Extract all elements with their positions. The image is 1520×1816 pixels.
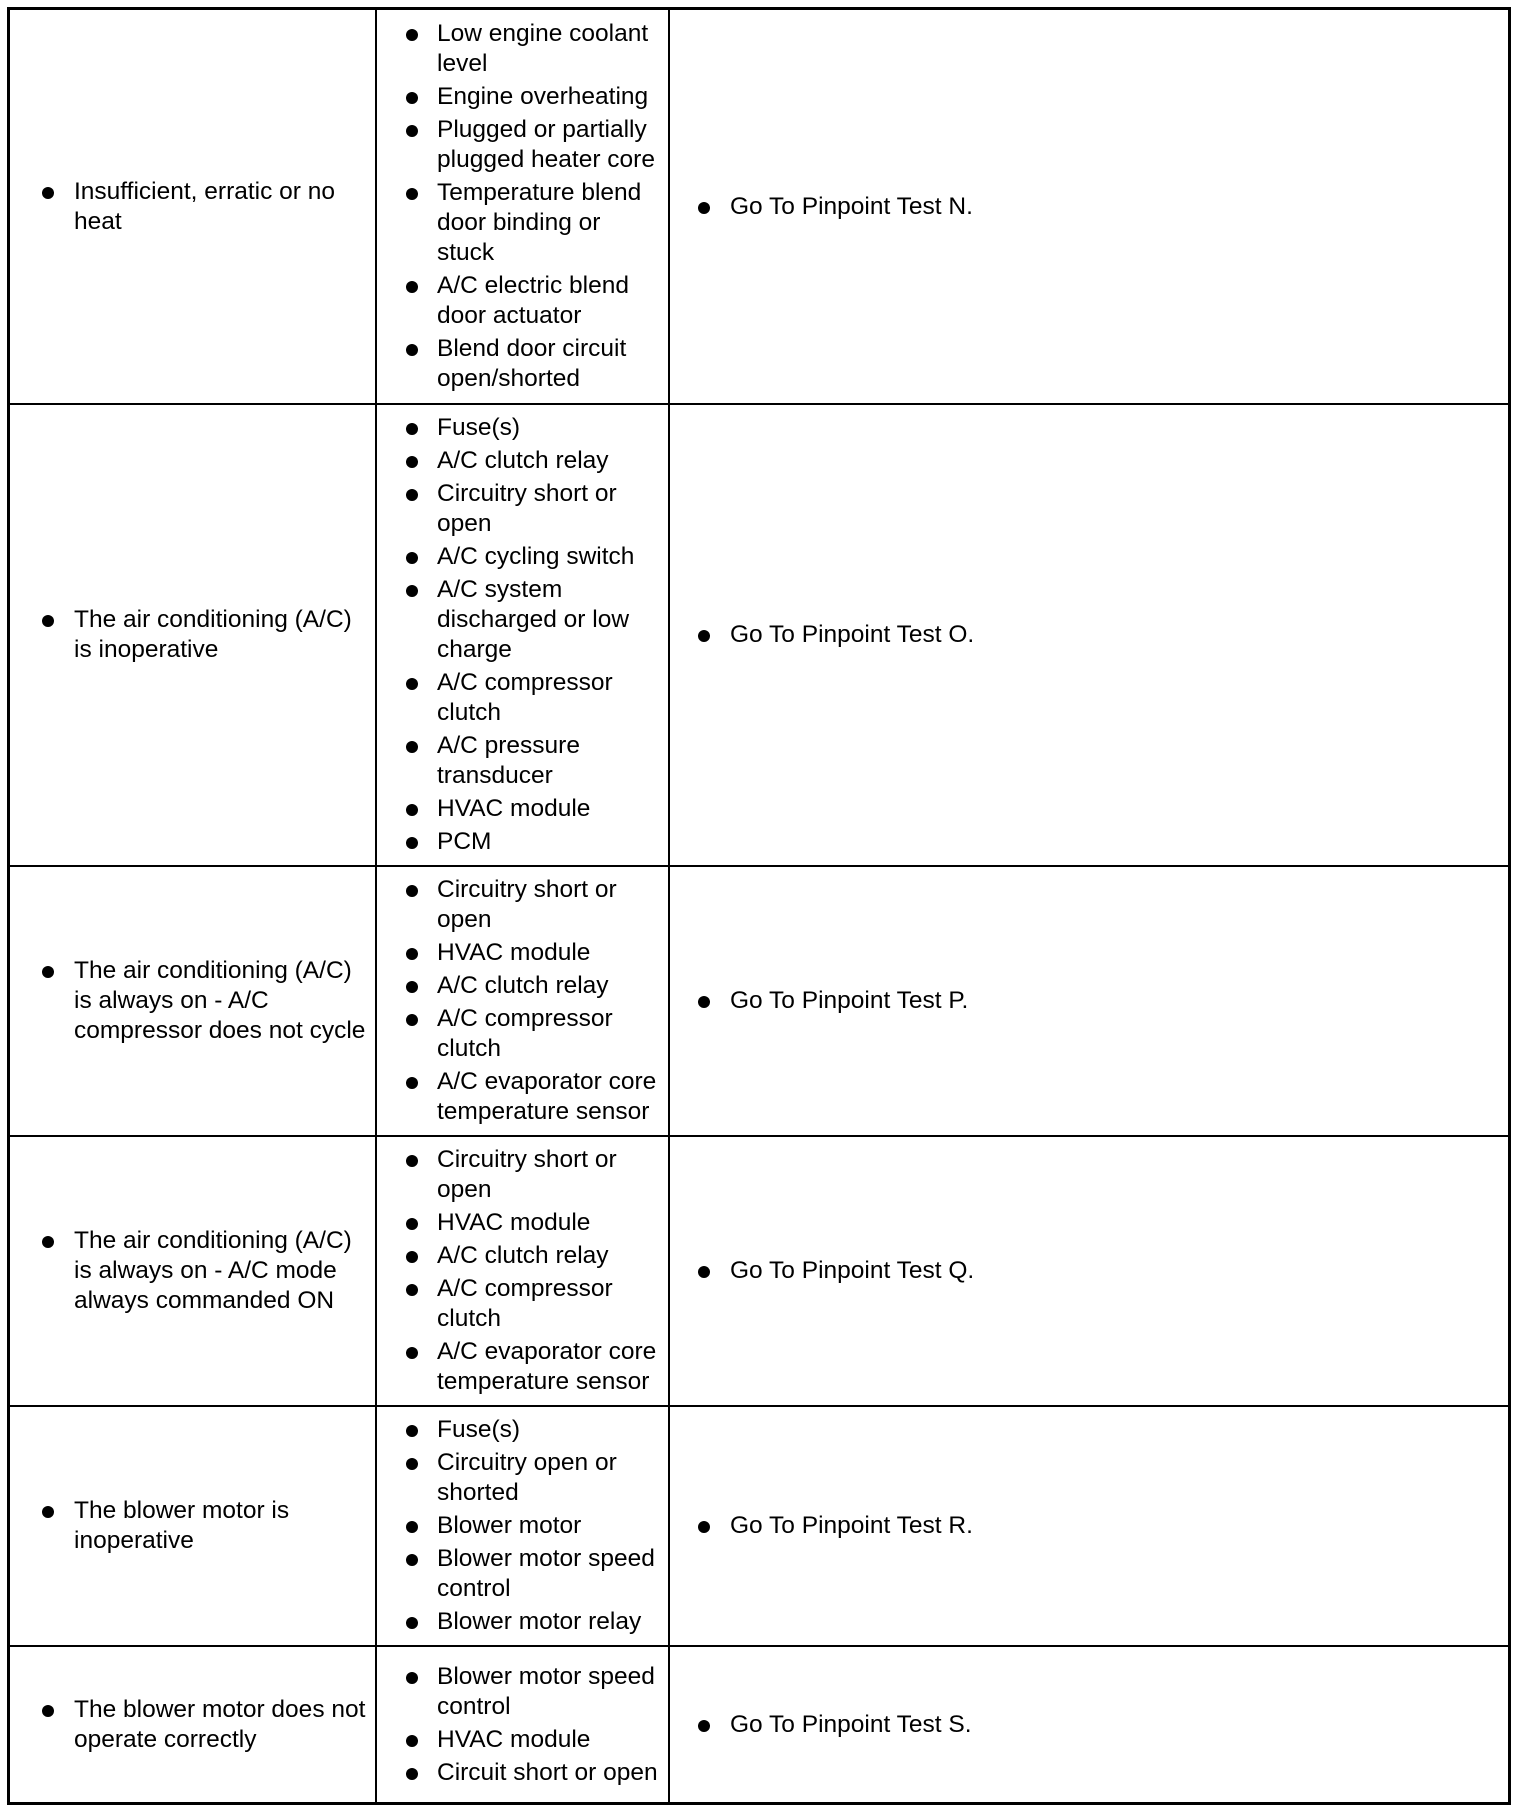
- table-row: [10, 1646, 1508, 1802]
- symptom-chart-sheet: [7, 7, 1511, 1805]
- bullet-icon: [42, 966, 54, 978]
- list-item: A/C clutch relay: [403, 1241, 662, 1271]
- list-item: Blower motor: [403, 1511, 662, 1541]
- bullet-icon: [406, 281, 418, 293]
- list-item: HVAC module: [403, 938, 662, 968]
- bullet-icon: [698, 1720, 710, 1732]
- bullet-icon: [406, 1554, 418, 1566]
- bullet-icon: [406, 885, 418, 897]
- symptom-text: The air conditioning (A/C) is always on - A/C mode always commanded ON: [74, 1227, 352, 1314]
- bullet-icon: [406, 456, 418, 468]
- list-item: PCM: [403, 827, 662, 857]
- pinpoint-test-link[interactable]: Go To Pinpoint Test P.: [730, 987, 969, 1014]
- table-row: [10, 10, 1508, 404]
- bullet-icon: [42, 187, 54, 199]
- list-item: HVAC module: [403, 1725, 662, 1755]
- list-item: Plugged or partially plugged heater core: [403, 115, 662, 175]
- bullet-icon: [406, 188, 418, 200]
- bullet-icon: [406, 1014, 418, 1026]
- action-item: [696, 620, 1498, 650]
- list-item: Fuse(s): [403, 413, 662, 443]
- bullet-icon: [406, 29, 418, 41]
- list-item: A/C clutch relay: [403, 971, 662, 1001]
- bullet-icon: [42, 615, 54, 627]
- list-item: HVAC module: [403, 1208, 662, 1238]
- bullet-icon: [406, 1458, 418, 1470]
- bullet-icon: [406, 837, 418, 849]
- bullet-icon: [406, 741, 418, 753]
- list-item: Circuitry short or open: [403, 875, 662, 935]
- bullet-icon: [406, 1284, 418, 1296]
- bullet-icon: [406, 552, 418, 564]
- table-row: [10, 404, 1508, 866]
- list-item: Low engine coolant level: [403, 19, 662, 79]
- list-item: Circuitry short or open: [403, 479, 662, 539]
- symptom-item: [36, 1695, 367, 1755]
- possible-source-cell: [376, 1406, 669, 1646]
- bullet-icon: [406, 489, 418, 501]
- pinpoint-test-link[interactable]: Go To Pinpoint Test S.: [730, 1710, 972, 1738]
- symptom-text: The air conditioning (A/C) is inoperative: [74, 606, 352, 663]
- table-row: [10, 866, 1508, 1136]
- action-cell: [669, 404, 1508, 866]
- list-item: Temperature blend door binding or stuck: [403, 178, 662, 268]
- list-item: Blower motor speed control: [403, 1544, 662, 1604]
- bullet-icon: [406, 981, 418, 993]
- list-item: A/C pressure transducer: [403, 731, 662, 791]
- pinpoint-test-link[interactable]: Go To Pinpoint Test O.: [730, 621, 975, 648]
- symptom-cell: [10, 1646, 376, 1802]
- action-cell: [669, 1406, 1508, 1646]
- bullet-icon: [698, 630, 710, 642]
- bullet-icon: [406, 423, 418, 435]
- symptom-text: Insufficient, erratic or no heat: [74, 177, 336, 235]
- bullet-icon: [406, 1768, 418, 1780]
- list-item: A/C clutch relay: [403, 446, 662, 476]
- action-item: [696, 1710, 1498, 1740]
- bullet-icon: [698, 202, 710, 214]
- symptom-item: [36, 605, 367, 665]
- bullet-icon: [406, 1617, 418, 1629]
- bullet-icon: [406, 344, 418, 356]
- bullet-icon: [406, 1155, 418, 1167]
- bullet-icon: [406, 1521, 418, 1533]
- bullet-icon: [698, 1266, 710, 1278]
- list-item: A/C evaporator core temperature sensor: [403, 1337, 662, 1397]
- bullet-icon: [406, 92, 418, 104]
- symptom-text: The blower motor does not operate correctly: [74, 1695, 366, 1753]
- symptom-item: [36, 956, 367, 1046]
- list-item: Circuitry open or shorted: [403, 1448, 662, 1508]
- list-item: Blower motor relay: [403, 1607, 662, 1637]
- list-item: Fuse(s): [403, 1415, 662, 1445]
- list-item: A/C compressor clutch: [403, 668, 662, 728]
- list-item: Circuit short or open: [403, 1758, 662, 1788]
- list-item: A/C compressor clutch: [403, 1274, 662, 1334]
- possible-source-cell: [376, 1646, 669, 1802]
- list-item: Blend door circuit open/shorted: [403, 334, 662, 394]
- bullet-icon: [406, 678, 418, 690]
- symptom-item: [36, 1496, 367, 1556]
- bullet-icon: [42, 1705, 54, 1717]
- bullet-icon: [406, 1077, 418, 1089]
- action-item: [696, 192, 1498, 222]
- action-item: [696, 986, 1498, 1016]
- list-item: A/C evaporator core temperature sensor: [403, 1067, 662, 1127]
- bullet-icon: [406, 948, 418, 960]
- bullet-icon: [42, 1506, 54, 1518]
- bullet-icon: [406, 804, 418, 816]
- symptom-item: [36, 1226, 367, 1316]
- list-item: A/C cycling switch: [403, 542, 662, 572]
- pinpoint-test-link[interactable]: Go To Pinpoint Test R.: [730, 1512, 973, 1539]
- list-item: HVAC module: [403, 794, 662, 824]
- list-item: Circuitry short or open: [403, 1145, 662, 1205]
- action-cell: [669, 866, 1508, 1136]
- possible-source-cell: [376, 1136, 669, 1406]
- action-cell: [669, 1136, 1508, 1406]
- possible-source-cell: [376, 866, 669, 1136]
- bullet-icon: [42, 1236, 54, 1248]
- bullet-icon: [406, 1672, 418, 1684]
- bullet-icon: [406, 585, 418, 597]
- symptom-text: The blower motor is inoperative: [74, 1497, 290, 1554]
- action-cell: [669, 10, 1508, 404]
- pinpoint-test-link[interactable]: Go To Pinpoint Test Q.: [730, 1257, 975, 1284]
- bullet-icon: [406, 125, 418, 137]
- bullet-icon: [698, 996, 710, 1008]
- bullet-icon: [406, 1735, 418, 1747]
- table-row: [10, 1136, 1508, 1406]
- bullet-icon: [406, 1251, 418, 1263]
- symptom-cell: [10, 404, 376, 866]
- pinpoint-test-link[interactable]: Go To Pinpoint Test N.: [730, 192, 973, 220]
- list-item: Engine overheating: [403, 82, 662, 112]
- symptom-item: [36, 177, 367, 237]
- symptom-chart-table: [10, 10, 1508, 1802]
- list-item: Blower motor speed control: [403, 1662, 662, 1722]
- bullet-icon: [406, 1218, 418, 1230]
- action-item: [696, 1256, 1498, 1286]
- action-cell: [669, 1646, 1508, 1802]
- bullet-icon: [406, 1425, 418, 1437]
- bullet-icon: [406, 1347, 418, 1359]
- possible-source-cell: [376, 404, 669, 866]
- action-item: [696, 1511, 1498, 1541]
- symptom-text: The air conditioning (A/C) is always on - A/C compressor does not cycle: [74, 957, 366, 1044]
- list-item: A/C electric blend door actuator: [403, 271, 662, 331]
- possible-source-cell: [376, 10, 669, 404]
- list-item: A/C compressor clutch: [403, 1004, 662, 1064]
- bullet-icon: [698, 1521, 710, 1533]
- symptom-cell: [10, 866, 376, 1136]
- symptom-cell: [10, 1406, 376, 1646]
- table-row: [10, 1406, 1508, 1646]
- symptom-cell: [10, 1136, 376, 1406]
- list-item: A/C system discharged or low charge: [403, 575, 662, 665]
- symptom-cell: [10, 10, 376, 404]
